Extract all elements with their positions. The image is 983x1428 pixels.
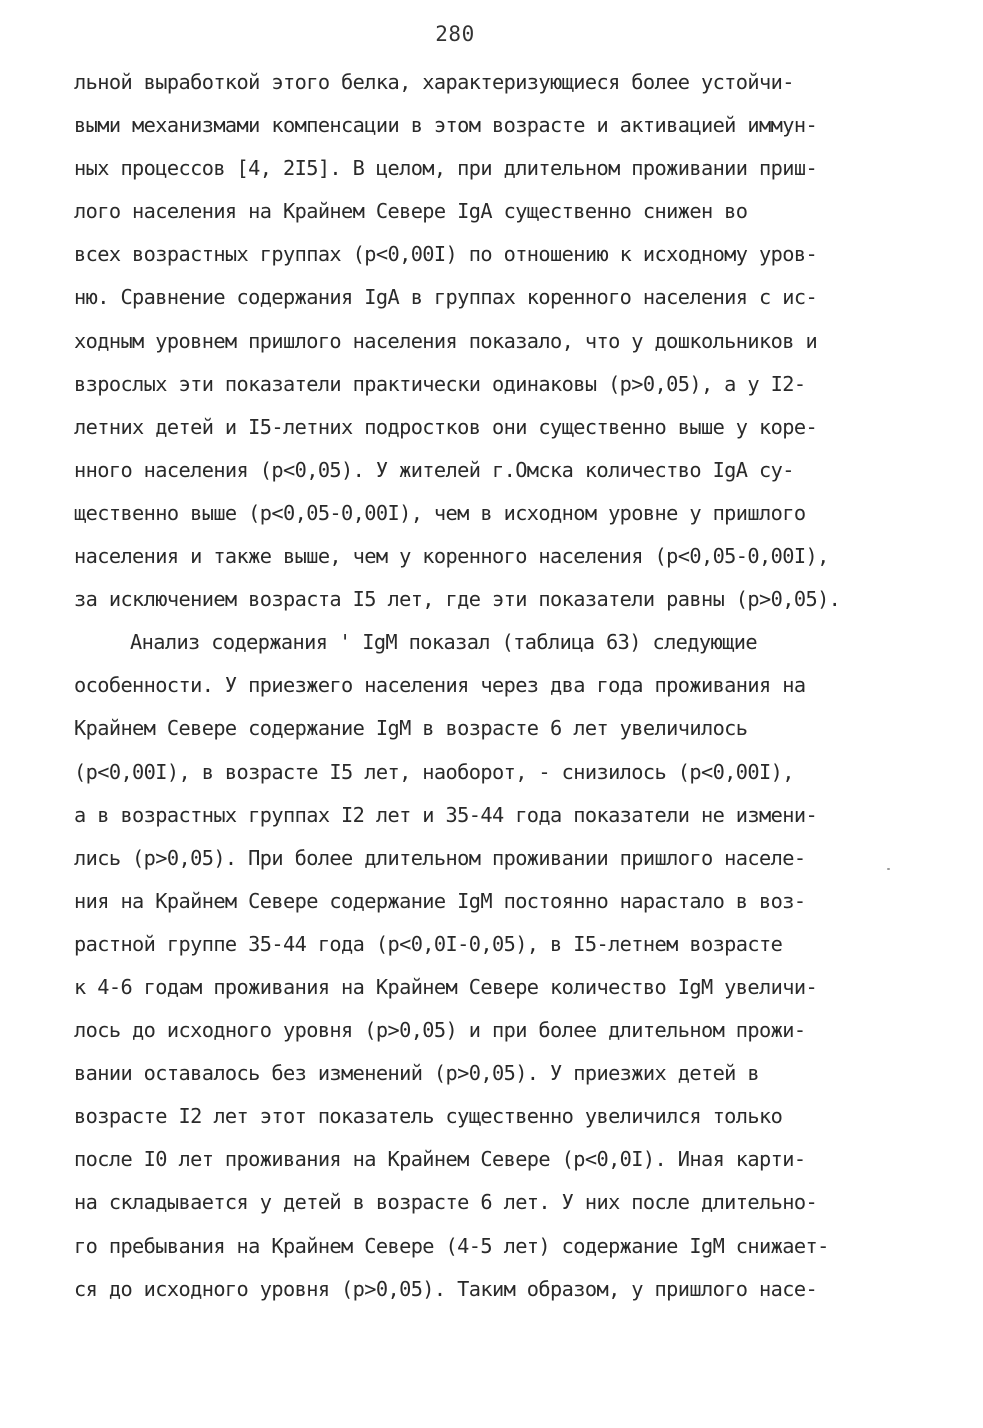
- text-line: Анализ содержания ' IgM показал (таблица 63) следующие: [130, 630, 757, 655]
- text-line: взрослых эти показатели практически одинаковы (p>0,05), а у I2-: [74, 371, 806, 396]
- text-line: а в возрастных группах I2 лет и 35-44 года показатели не измени-: [74, 802, 818, 827]
- text-line: лого населения на Крайнем Севере IgA существенно снижен во: [74, 199, 748, 224]
- text-line: растной группе 35-44 года (p<0,0I-0,05), в I5-летнем возрасте: [74, 931, 783, 956]
- text-line: щественно выше (p<0,05-0,00I), чем в исходном уровне у пришлого: [74, 500, 806, 525]
- text-line: льной выработкой этого белка, характеризующиеся более устойчи-: [74, 70, 794, 94]
- text-line: ся до исходного уровня (p>0,05). Таким образом, у пришлого насе-: [74, 1276, 818, 1301]
- text-line: летних детей и I5-летних подростков они существенно выше у коре-: [74, 414, 818, 439]
- text-line: выми механизмами компенсации в этом возрасте и активацией иммун-: [74, 113, 818, 138]
- text-line: ных процессов [4, 2I5]. В целом, при длительном проживании приш-: [74, 156, 818, 181]
- text-line: особенности. У приезжего населения через два года проживания на: [74, 673, 806, 698]
- text-line: нного населения (p<0,05). У жителей г.Омска количество IgA су-: [74, 457, 794, 482]
- text-line: к 4-6 годам проживания на Крайнем Севере количество IgM увеличи-: [74, 974, 818, 999]
- text-line: возрасте I2 лет этот показатель существенно увеличился только: [74, 1104, 783, 1129]
- body-text: [74, 61, 914, 1311]
- text-line: после I0 лет проживания на Крайнем Севере (p<0,0I). Иная карти-: [74, 1147, 806, 1172]
- text-line: ню. Сравнение содержания IgA в группах коренного населения с ис-: [74, 285, 818, 310]
- scan-speck: [887, 868, 890, 870]
- text-line: лось до исходного уровня (p>0,05) и при более длительном прожи-: [74, 1018, 806, 1043]
- text-line: Крайнем Севере содержание IgM в возрасте 6 лет увеличилось: [74, 716, 748, 741]
- text-line: го пребывания на Крайнем Севере (4-5 лет) содержание IgM снижает-: [74, 1233, 829, 1258]
- text-line: на складывается у детей в возрасте 6 лет. У них после длительно-: [74, 1190, 818, 1215]
- text-line: лись (p>0,05). При более длительном проживании пришлого населе-: [74, 845, 806, 870]
- text-line: населения и также выше, чем у коренного населения (p<0,05-0,00I),: [74, 544, 829, 569]
- text-line: вании оставалось без изменений (p>0,05). У приезжих детей в: [74, 1061, 760, 1086]
- text-line: ния на Крайнем Севере содержание IgM постоянно нарастало в воз-: [74, 888, 806, 913]
- text-line: всех возрастных группах (p<0,00I) по отношению к исходному уров-: [74, 242, 818, 267]
- text-line: за исключением возраста I5 лет, где эти показатели равны (p>0,05).: [74, 587, 841, 612]
- page-number: 280: [435, 22, 475, 46]
- text-line: ходным уровнем пришлого населения показало, что у дошкольников и: [74, 328, 818, 353]
- text-line: (p<0,00I), в возрасте I5 лет, наоборот, - снизилось (p<0,00I),: [74, 759, 794, 784]
